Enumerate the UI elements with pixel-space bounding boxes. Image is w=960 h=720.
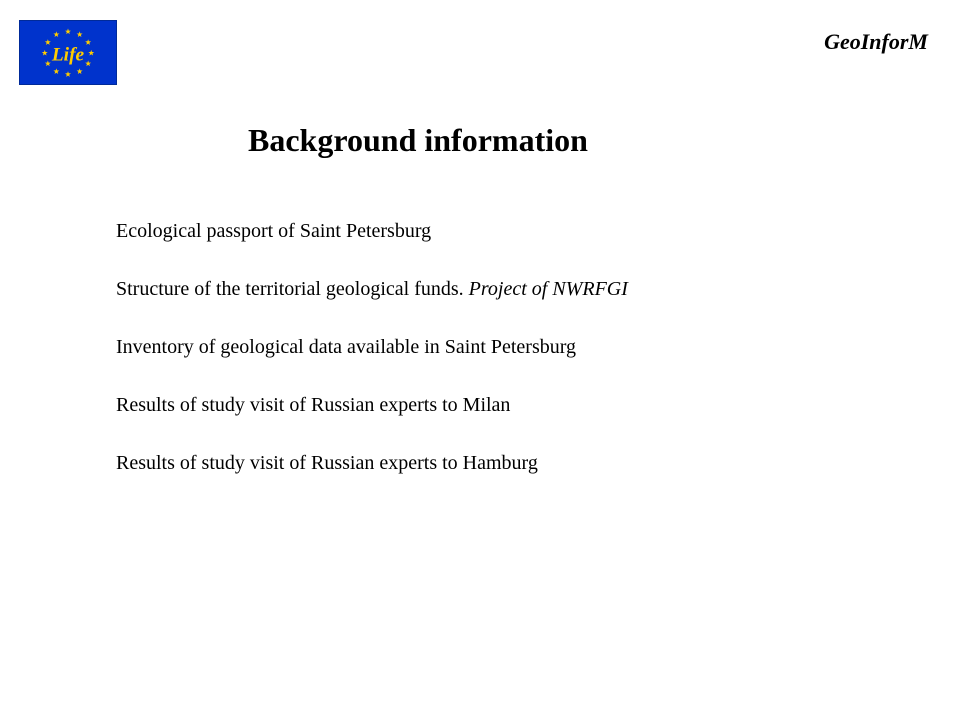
- eu-star-icon: [42, 50, 48, 56]
- eu-star-icon: [65, 71, 71, 77]
- list-item-text: Structure of the territorial geological funds.: [116, 278, 469, 300]
- background-items-list: [116, 217, 628, 507]
- list-item: [116, 275, 628, 303]
- eu-star-icon: [77, 68, 83, 74]
- list-item: [116, 449, 628, 477]
- eu-star-icon: [88, 50, 94, 56]
- page-title: Background information: [248, 122, 588, 158]
- eu-star-icon: [65, 29, 71, 35]
- eu-life-logo-icon: [19, 20, 117, 85]
- list-item-text: Results of study visit of Russian experts to Milan: [116, 394, 511, 416]
- eu-star-icon: [77, 31, 83, 37]
- list-item: [116, 391, 628, 419]
- life-logo-text: Life: [51, 44, 85, 66]
- eu-star-icon: [45, 39, 51, 45]
- list-item-text: Ecological passport of Saint Petersburg: [116, 220, 432, 242]
- list-item-text: Results of study visit of Russian experts to Hamburg: [116, 452, 538, 474]
- eu-star-icon: [45, 61, 51, 67]
- eu-star-icon: [53, 31, 59, 37]
- list-item-note: Project of NWRFGI: [468, 278, 628, 300]
- list-item-text: Inventory of geological data available in Saint Petersburg: [116, 336, 577, 358]
- eu-star-icon: [53, 68, 59, 74]
- list-item: [116, 333, 628, 361]
- list-item: [116, 217, 628, 245]
- eu-star-icon: [85, 39, 91, 45]
- brand-label: GeoInforM: [824, 29, 928, 54]
- eu-star-icon: [85, 61, 91, 67]
